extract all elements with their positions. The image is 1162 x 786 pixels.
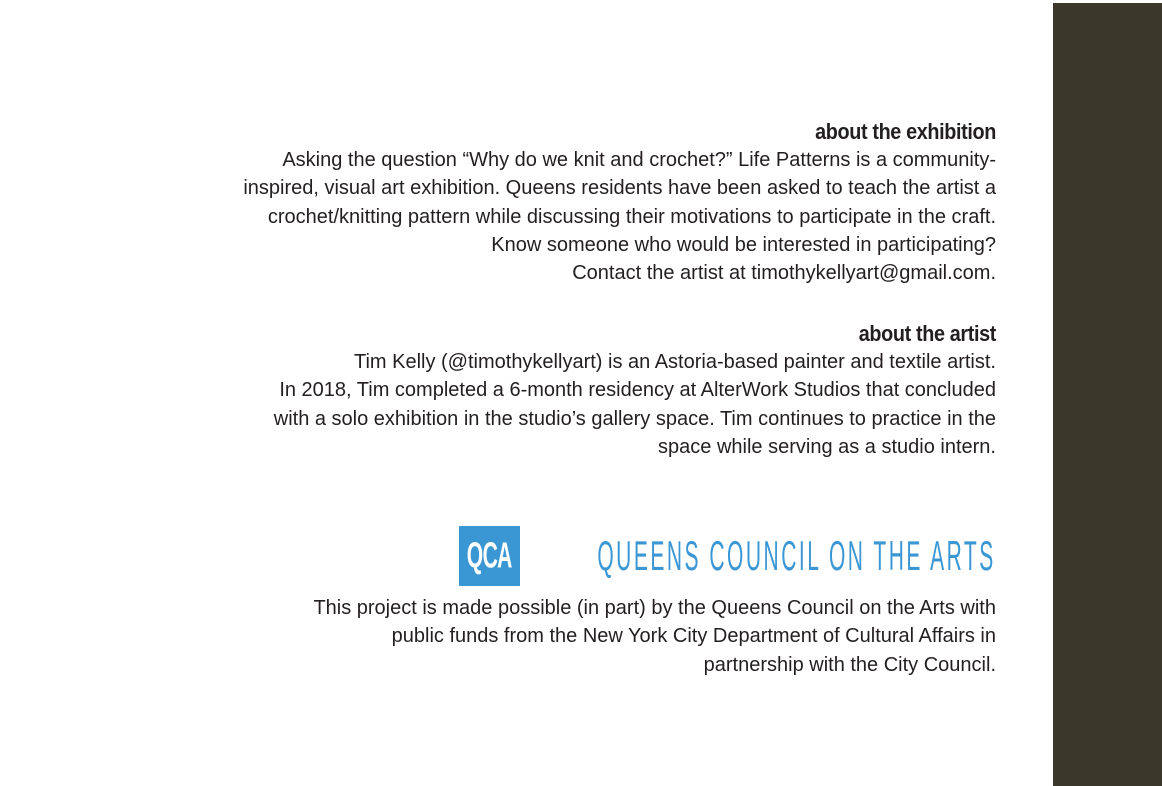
about-exhibition-section <box>60 118 996 287</box>
qca-name-wrap <box>534 532 996 580</box>
artist-heading: about the artist <box>858 321 996 346</box>
funding-line: partnership with the City Council. <box>703 653 996 676</box>
artist-line: space while serving as a studio intern. <box>658 435 996 458</box>
qca-logo-text: QCA <box>467 535 512 576</box>
artist-description <box>60 348 996 461</box>
exhibition-heading: about the exhibition <box>815 119 996 144</box>
exhibition-line: crochet/knitting pattern while discussing their motivations to participate in the craft. <box>267 205 996 228</box>
qca-logo <box>459 526 520 586</box>
funding-line: public funds from the New York City Department of Cultural Affairs in <box>391 625 996 648</box>
exhibition-line: Know someone who would be interested in participating? <box>491 233 996 256</box>
artist-line: with a solo exhibition in the studio’s gallery space. Tim continues to practice in the <box>273 407 996 430</box>
funding-credit <box>60 594 996 679</box>
about-artist-section <box>60 320 996 461</box>
exhibition-line: inspired, visual art exhibition. Queens residents have been asked to teach the artist a <box>243 177 996 200</box>
exhibition-contact-line: Contact the artist at timothykellyart@gmail.com. <box>572 262 996 285</box>
qca-organization-name: QUEENS COUNCIL ON THE ARTS <box>597 532 996 579</box>
exhibition-description <box>60 146 996 287</box>
exhibition-line: Asking the question “Why do we knit and crochet?” Life Patterns is a community- <box>282 149 996 171</box>
artist-line: In 2018, Tim completed a 6-month residency at AlterWork Studios that concluded <box>279 379 996 402</box>
funding-credit-section <box>60 594 996 679</box>
funding-line: This project is made possible (in part) by the Queens Council on the Arts with <box>313 597 996 619</box>
artist-line: Tim Kelly (@timothykellyart) is an Astoria-based painter and textile artist. <box>353 351 996 373</box>
qca-banner <box>459 526 996 586</box>
side-bar-decoration <box>1053 3 1162 786</box>
